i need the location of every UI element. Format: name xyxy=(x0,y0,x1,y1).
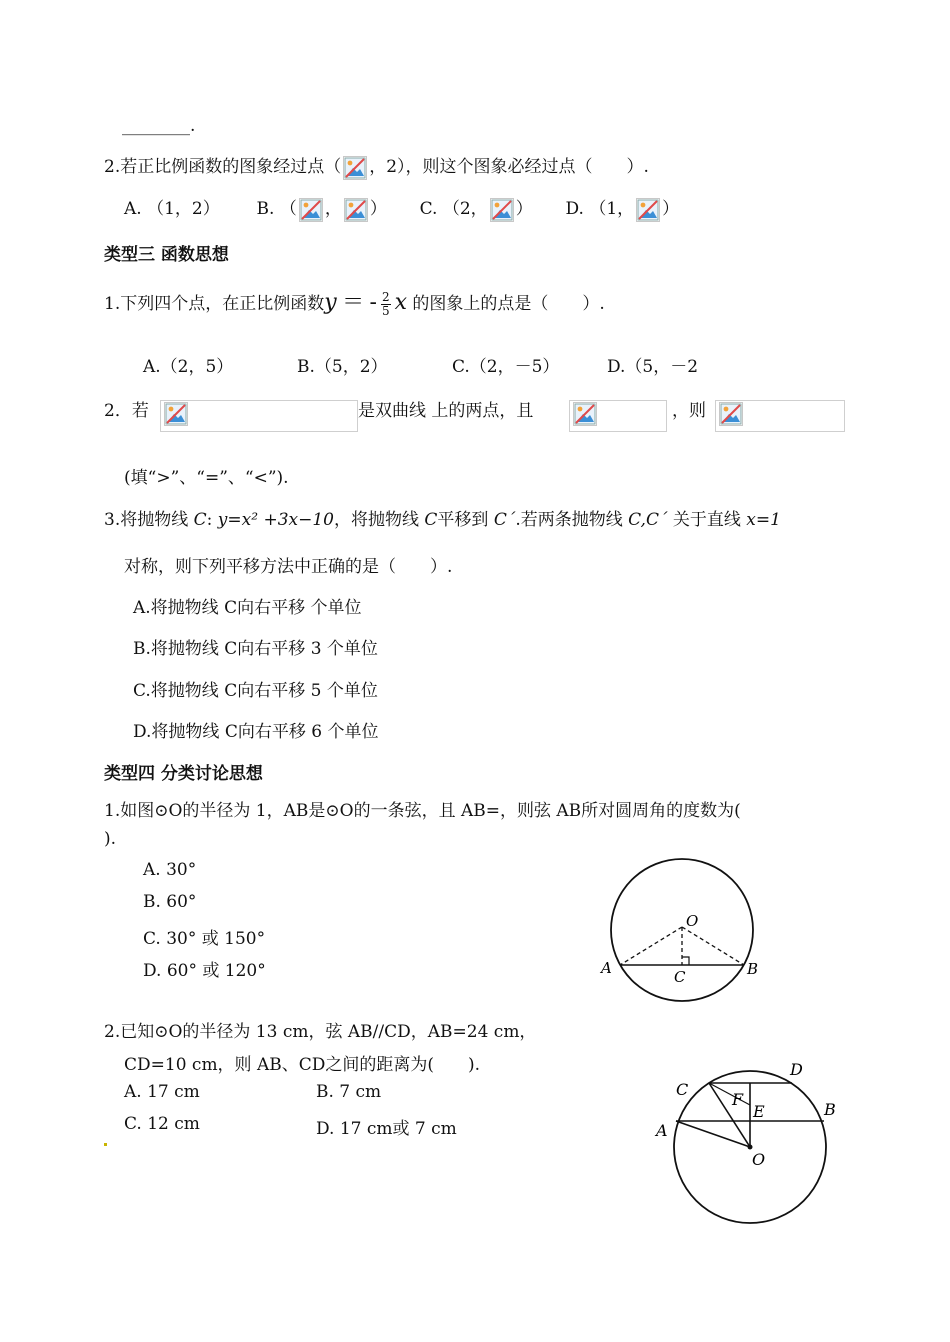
broken-image-icon xyxy=(164,402,188,426)
t4-q1-line1: 1.如图⊙O的半径为 1，AB是⊙O的一条弦，且 AB=，则弦 AB所对圆周角的度数为( xyxy=(104,801,741,821)
t3-q3-opt-d: D.将抛物线 C向右平移 6 个单位 xyxy=(133,722,379,742)
t3-q3-curve-cp: C´ xyxy=(493,510,516,530)
t4-q2-opt-b: B. 7 cm xyxy=(316,1082,382,1102)
broken-image-icon xyxy=(344,198,368,222)
t2-q2-opt-a: A. （1，2） xyxy=(124,199,220,219)
t3-q3-colon: : xyxy=(206,510,213,530)
t3-q1-eq-y: y xyxy=(324,290,337,315)
t3-q3-opt-a: A.将抛物线 C向右平移 个单位 xyxy=(133,598,362,618)
fig2-label-a: A xyxy=(656,1121,668,1140)
t3-q1-stem xyxy=(104,285,605,318)
broken-image-icon xyxy=(299,198,323,222)
t3-q3-curve-c-2: C xyxy=(424,510,438,530)
t3-q2-mid: 是双曲线 上的两点，且 xyxy=(358,401,534,421)
t3-q3-curves: C,C´ xyxy=(628,510,668,530)
broken-image-icon xyxy=(573,402,597,426)
type4-heading: 类型四 分类讨论思想 xyxy=(104,764,263,784)
t3-q1-text-a: 1.下列四个点，在正比例函数 xyxy=(104,294,325,314)
broken-image-icon xyxy=(343,156,367,180)
fig1-oa-dashed xyxy=(620,927,682,965)
t2-q2-opt-b-open: B. （ xyxy=(256,199,297,219)
t4-q1-opt-c: C. 30° 或 150° xyxy=(143,929,266,949)
broken-image-icon xyxy=(636,198,660,222)
t3-q3-opt-b: B.将抛物线 C向右平移 3 个单位 xyxy=(133,639,378,659)
t2-q2-text-a: 2.若正比例函数的图象经过点（ xyxy=(104,157,342,177)
t4-q2-opt-d: D. 17 cm或 7 cm xyxy=(316,1119,457,1139)
tiny-marker-dot xyxy=(104,1143,107,1146)
t2-q2-opt-c-close: ） xyxy=(515,199,533,219)
fig1-right-angle xyxy=(682,957,689,965)
t3-q3-text-c: ，将抛物线 xyxy=(333,510,419,530)
t3-q1-opt-d: D.（5，－2 xyxy=(607,357,699,377)
t3-q1-eq-minus: - xyxy=(369,290,377,315)
fig2-center-dot xyxy=(748,1145,753,1150)
t4-q1-opt-d: D. 60° 或 120° xyxy=(143,961,266,981)
t4-q1-opt-b: B. 60° xyxy=(143,892,197,912)
t3-q3-line-x1: x=1 xyxy=(746,510,781,530)
broken-image-icon xyxy=(490,198,514,222)
t3-q3-curve-c: C xyxy=(193,510,207,530)
t2-q2-opt-d-close: ） xyxy=(662,199,680,219)
fig2-label-f: F xyxy=(732,1090,744,1109)
t3-q1-opt-a: A.（2，5） xyxy=(143,357,234,377)
t3-q3-equation: y=x² +3x−10 xyxy=(217,510,334,530)
fig1-label-c: C xyxy=(674,968,686,986)
fig1-label-b: B xyxy=(747,960,759,978)
t4-q1-opt-a: A. 30° xyxy=(143,860,197,880)
t4-q1-circle-figure xyxy=(596,848,776,1013)
t2-q2-opt-b-sep: ， xyxy=(324,199,342,219)
t3-q1-opt-b: B.（5，2） xyxy=(297,357,388,377)
t3-q3-line1 xyxy=(104,505,781,530)
type3-heading: 类型三 函数思想 xyxy=(104,245,229,265)
t2-q2-opt-b-close: ） xyxy=(369,199,387,219)
t3-q2-num: 2．若 xyxy=(104,401,149,421)
broken-image-icon xyxy=(719,402,743,426)
t4-q1-line2: ). xyxy=(104,829,117,849)
fig2-segment-oc xyxy=(709,1083,750,1147)
fig2-label-d: D xyxy=(790,1060,803,1079)
t3-q3-line2: 对称，则下列平移方法中正确的是（ ）. xyxy=(124,557,453,577)
fig2-label-e: E xyxy=(753,1102,765,1121)
t3-q1-text-b: 的图象上的点是（ ）. xyxy=(412,294,605,314)
t4-q2-line2: CD=10 cm，则 AB、CD之间的距离为( ). xyxy=(124,1055,481,1075)
t3-q3-text-d: 平移到 xyxy=(437,510,489,530)
t3-q1-opt-c: C.（2，－5） xyxy=(452,357,560,377)
t3-q1-eq-x: x xyxy=(394,290,407,315)
fig1-ob-dashed xyxy=(682,927,744,965)
t3-q3-opt-c: C.将抛物线 C向右平移 5 个单位 xyxy=(133,681,378,701)
blank-line-end: ________. xyxy=(122,116,196,136)
t4-q2-opt-a: A. 17 cm xyxy=(124,1082,200,1102)
t4-q2-circle-figure xyxy=(648,1055,844,1235)
t2-q2-stem xyxy=(104,152,649,180)
t2-q2-opt-c-open: C. （2， xyxy=(419,199,488,219)
fig1-label-o: O xyxy=(686,912,699,930)
t3-q1-eq-eq: ＝ xyxy=(342,290,365,315)
t3-q3-text-f: 关于直线 xyxy=(672,510,741,530)
t2-q2-opt-d-open: D. （1， xyxy=(565,199,635,219)
fig2-label-b: B xyxy=(824,1100,836,1119)
t2-q2-text-b: ，2），则这个图象必经过点（ ）. xyxy=(369,157,649,177)
t3-q2-then: ，则 xyxy=(672,401,706,421)
fig1-label-a: A xyxy=(601,959,612,977)
t3-q3-text-a: 3.将抛物线 xyxy=(104,510,189,530)
t4-q2-opt-c: C. 12 cm xyxy=(124,1114,200,1134)
t3-q1-fraction xyxy=(381,291,391,318)
fig2-label-c: C xyxy=(676,1080,689,1099)
t3-q3-text-e: .若两条抛物线 xyxy=(515,510,623,530)
fig2-label-o: O xyxy=(752,1150,766,1169)
t4-q2-line1: 2.已知⊙O的半径为 13 cm，弦 AB//CD，AB=24 cm， xyxy=(104,1022,537,1042)
t2-q2-options xyxy=(124,194,679,222)
fig2-segment-oa xyxy=(676,1121,750,1147)
t3-q2-fill-hint: (填“>”、“=”、“<”). xyxy=(124,468,289,488)
t3-q1-frac-den: 5 xyxy=(381,304,390,318)
t3-q2-image-box-1 xyxy=(160,400,358,432)
t3-q1-frac-num: 2 xyxy=(381,290,390,304)
